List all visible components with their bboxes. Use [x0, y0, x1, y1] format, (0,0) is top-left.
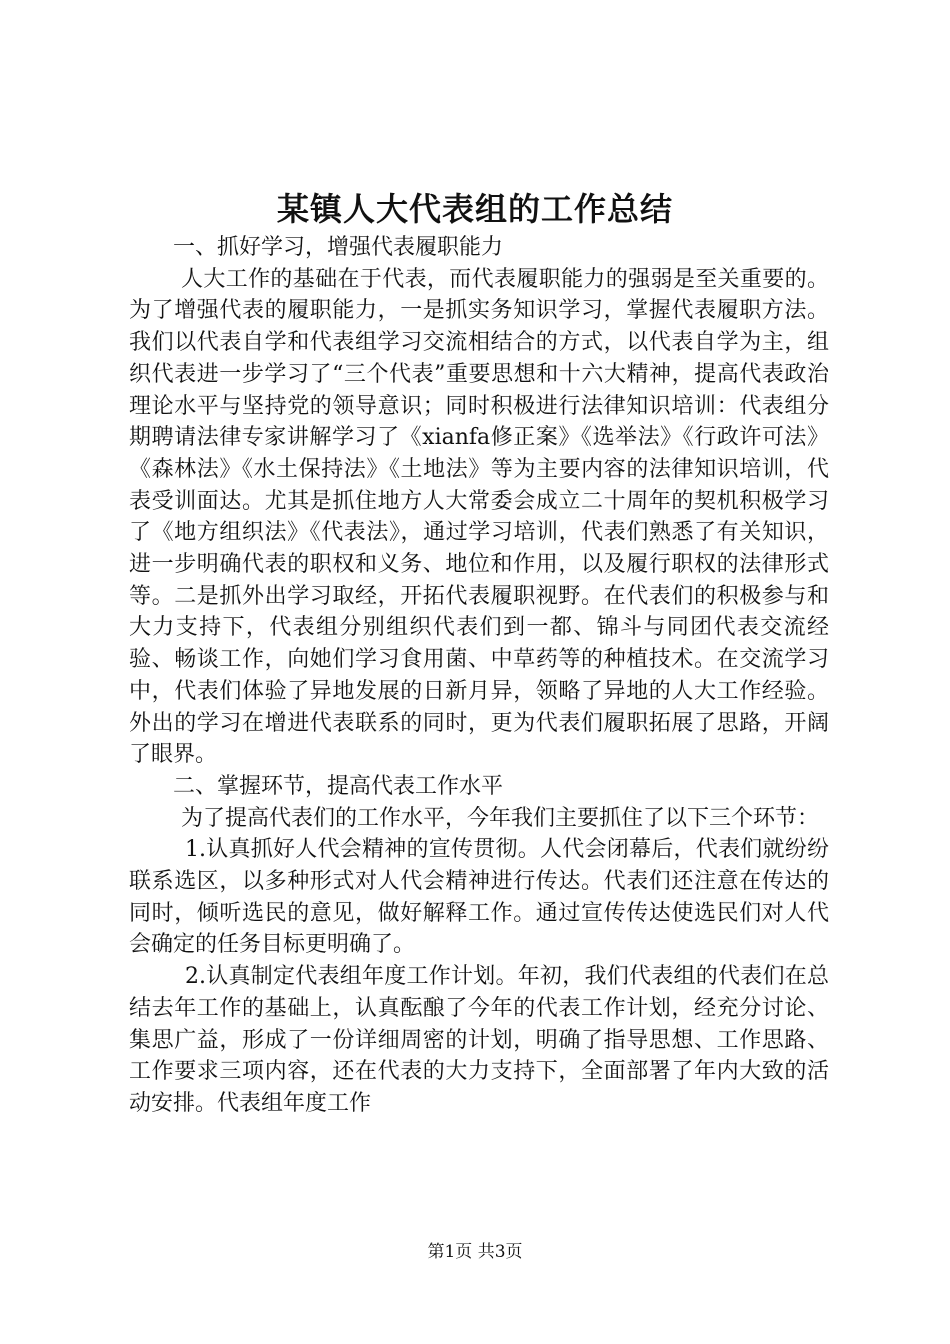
document-body [129, 232, 829, 1120]
section-heading-2: 二、掌握环节，提高代表工作水平 [173, 773, 504, 799]
section-2-item-2: 2.认真制定代表组年度工作计划。年初，我们代表组的代表们在总结去年工作的基础上，认真酝酿了今年的代表工作计划，经充分讨论、集思广益，形成了一份详细周密的计划，明确了指导思想、工作思路、工作要求三项内容，还在代表的大力支持下，全面部署了年内大致的活动安排。代表组年度工作 [129, 964, 829, 1116]
section-2-intro: 为了提高代表们的工作水平，今年我们主要抓住了以下三个环节： [181, 805, 820, 831]
section-1-paragraph: 人大工作的基础在于代表，而代表履职能力的强弱是至关重要的。为了增强代表的履职能力，一是抓实务知识学习，掌握代表履职方法。我们以代表自学和代表组学习交流相结合的方式，以代表自学为主，组织代表进一步学习了“三个代表”重要思想和十六大精神，提高代表政治理论水平与坚持党的领导意识；同时积极进行法律知识培训：代表组分期聘请法律专家讲解学习了《xianfa修正案》《选举法》《行政许可法》《森林法》《水土保持法》《土地法》等为主要内容的法律知识培训，代表受训面达。尤其是抓住地方人大常委会成立二十周年的契机积极学习了《地方组织法》《代表法》，通过学习培训，代表们熟悉了有关知识，进一步明确代表的职权和义务、地位和作用，以及履行职权的法律形式等。二是抓外出学习取经，开拓代表履职视野。在代表们的积极参与和大力支持下，代表组分别组织代表们到一都、锦斗与同团代表交流经验、畅谈工作，向她们学习食用菌、中草药等的种植技术。在交流学习中，代表们体验了异地发展的日新月异，领略了异地的人大工作经验。外出的学习在增进代表联系的同时，更为代表们履职拓展了思路，开阔了眼界。 [129, 266, 829, 768]
section-2-item-1: 1.认真抓好人代会精神的宣传贯彻。人代会闭幕后，代表们就纷纷联系选区，以多种形式对人代会精神进行传达。代表们还注意在传达的同时，倾听选民的意见，做好解释工作。通过宣传传达使选民们对人代会确定的任务目标更明确了。 [129, 837, 829, 958]
document-title: 某镇人大代表组的工作总结 [276, 190, 673, 228]
page-footer: 第1页 共3页 [427, 1242, 523, 1262]
section-heading-1: 一、抓好学习，增强代表履职能力 [173, 235, 504, 260]
